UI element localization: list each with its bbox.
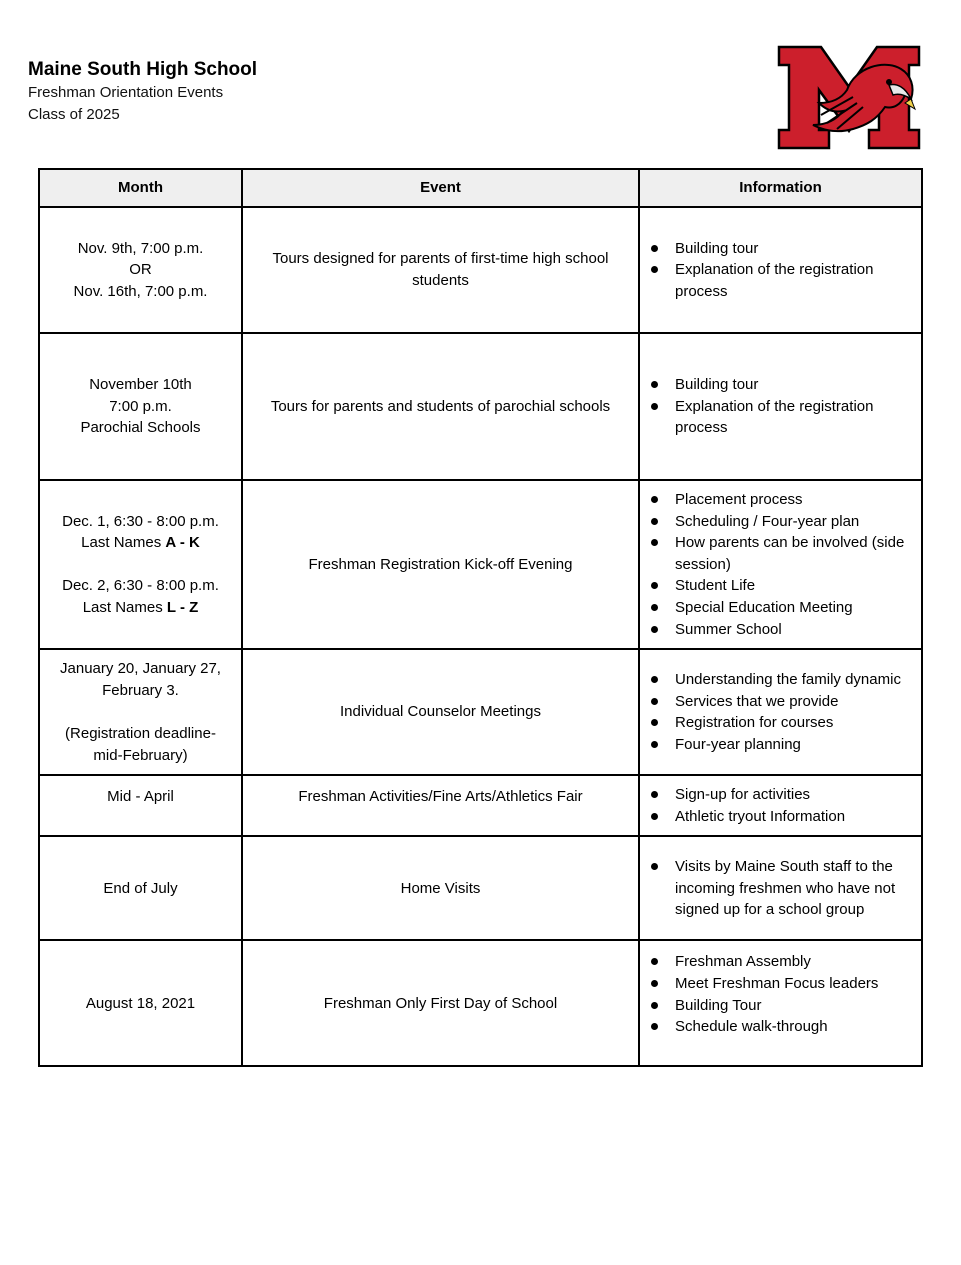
- event-cell: Freshman Registration Kick-off Evening: [242, 480, 639, 649]
- list-item: Registration for courses: [648, 712, 911, 734]
- column-header-information: Information: [639, 169, 922, 207]
- month-cell: [39, 775, 242, 836]
- table-row: [39, 649, 922, 775]
- month-cell: [39, 207, 242, 333]
- information-cell: [639, 207, 922, 333]
- month-text: Last Names: [82, 598, 167, 616]
- last-name-range: A - K: [165, 534, 200, 552]
- information-cell: [639, 333, 922, 480]
- list-item: Understanding the family dynamic: [648, 669, 911, 691]
- list-item: How parents can be involved (side session): [648, 532, 911, 575]
- list-item: Sign-up for activities: [648, 784, 911, 806]
- month-cell: [39, 480, 242, 649]
- table-row: [39, 207, 922, 333]
- spacer: [50, 701, 231, 723]
- month-cell: [39, 836, 242, 940]
- month-line: Nov. 9th, 7:00 p.m.: [77, 239, 204, 257]
- class-year: Class of 2025: [28, 106, 120, 123]
- list-item: Building tour: [648, 238, 911, 260]
- list-item: Services that we provide: [648, 691, 911, 713]
- month-line: November 10th: [89, 376, 192, 394]
- list-item: Scheduling / Four-year plan: [648, 511, 911, 533]
- month-line: Dec. 2, 6:30 - 8:00 p.m.: [62, 577, 219, 595]
- list-item: Summer School: [648, 619, 911, 641]
- list-item: Schedule walk-through: [648, 1016, 911, 1038]
- school-logo: [777, 45, 921, 150]
- month-line: January 20, January 27, February 3.: [60, 660, 221, 699]
- event-cell: Tours for parents and students of parochial schools: [242, 333, 639, 480]
- list-item: Building tour: [648, 374, 911, 396]
- list-item: Building Tour: [648, 995, 911, 1017]
- month-cell: [39, 649, 242, 775]
- month-line: (Registration deadline- mid-February): [65, 724, 216, 764]
- list-item: Athletic tryout Information: [648, 806, 911, 828]
- information-cell: [639, 940, 922, 1066]
- information-cell: [639, 649, 922, 775]
- month-line: August 18, 2021: [85, 994, 196, 1012]
- information-cell: [639, 480, 922, 649]
- event-cell: Freshman Only First Day of School: [242, 940, 639, 1066]
- event-cell: Home Visits: [242, 836, 639, 940]
- column-header-event: Event: [242, 169, 639, 207]
- list-item: Explanation of the registration process: [648, 396, 911, 439]
- events-table: [38, 168, 923, 1067]
- school-name: Maine South High School: [28, 59, 258, 80]
- event-cell: Tours designed for parents of first-time high school students: [242, 207, 639, 333]
- event-cell: Freshman Activities/Fine Arts/Athletics Fair: [242, 775, 639, 836]
- list-item: Placement process: [648, 489, 911, 511]
- information-cell: [639, 836, 922, 940]
- document-subtitle: Freshman Orientation Events: [28, 84, 224, 101]
- month-line: Nov. 16th, 7:00 p.m.: [73, 282, 208, 300]
- month-line: 7:00 p.m.: [109, 397, 172, 415]
- event-cell: Individual Counselor Meetings: [242, 649, 639, 775]
- list-item: Freshman Assembly: [648, 951, 911, 973]
- table-row: [39, 836, 922, 940]
- month-cell: [39, 333, 242, 480]
- column-header-month: Month: [39, 169, 242, 207]
- table-header-row: [39, 169, 922, 207]
- month-line: [50, 597, 231, 619]
- list-item: Visits by Maine South staff to the incoming freshmen who have not signed up for a school group: [648, 856, 911, 921]
- list-item: Four-year planning: [648, 734, 911, 756]
- table-row: [39, 480, 922, 649]
- spacer: [50, 554, 231, 576]
- month-line: Mid - April: [107, 788, 174, 806]
- table-row: [39, 940, 922, 1066]
- document-header: [28, 58, 257, 126]
- information-cell: [639, 775, 922, 836]
- list-item: Explanation of the registration process: [648, 259, 911, 302]
- month-line: End of July: [103, 879, 178, 897]
- last-name-range: L - Z: [166, 598, 199, 616]
- list-item: Student Life: [648, 575, 911, 597]
- month-text: Last Names: [81, 534, 166, 552]
- month-line: Dec. 1, 6:30 - 8:00 p.m.: [62, 512, 219, 530]
- table-row: [39, 333, 922, 480]
- month-line: OR: [129, 261, 152, 279]
- list-item: Meet Freshman Focus leaders: [648, 973, 911, 995]
- month-cell: [39, 940, 242, 1066]
- month-line: Parochial Schools: [80, 419, 201, 437]
- table-row: [39, 775, 922, 836]
- month-line: [50, 532, 231, 554]
- list-item: Special Education Meeting: [648, 597, 911, 619]
